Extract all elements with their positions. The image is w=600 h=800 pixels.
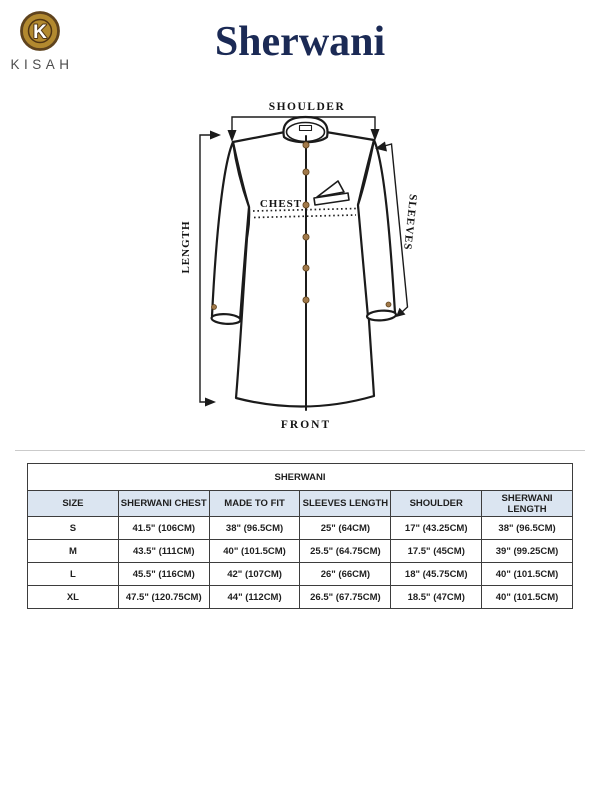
logo-letter: K	[33, 22, 47, 43]
chest-value: 47.5" (120.75CM)	[118, 586, 209, 609]
divider-line	[15, 450, 585, 451]
sleeves-length-value: 25.5" (64.75CM)	[300, 540, 391, 563]
shoulder-value: 18" (45.75CM)	[391, 563, 482, 586]
shoulder-value: 17.5" (45CM)	[391, 540, 482, 563]
chest-value: 41.5" (106CM)	[118, 517, 209, 540]
table-row-s	[28, 517, 573, 540]
right-cuff-button	[386, 302, 391, 307]
col-header-sherwani-length: SHERWANI LENGTH	[482, 491, 573, 517]
chest-value: 45.5" (116CM)	[118, 563, 209, 586]
made-to-fit-value: 44" (112CM)	[209, 586, 300, 609]
sherwani-length-value: 38" (96.5CM)	[482, 517, 573, 540]
sherwani-illustration	[211, 117, 396, 410]
col-header-size: SIZE	[28, 491, 119, 517]
left-cuff-button	[212, 305, 217, 310]
front-label: FRONT	[280, 419, 332, 431]
size-table	[27, 463, 573, 609]
sleeves-length-value: 25" (64CM)	[300, 517, 391, 540]
col-header-sleeves-length: SLEEVES LENGTH	[300, 491, 391, 517]
page-title: Sherwani	[214, 19, 386, 65]
size-value: L	[28, 563, 119, 586]
sleeves-length-value: 26.5" (67.75CM)	[300, 586, 391, 609]
sherwani-measurement-diagram	[160, 95, 450, 440]
made-to-fit-value: 38" (96.5CM)	[209, 517, 300, 540]
table-title: SHERWANI	[28, 464, 573, 491]
sherwani-length-value: 40" (101.5CM)	[482, 586, 573, 609]
shoulder-label: SHOULDER	[268, 101, 346, 113]
collar-label-tag	[300, 126, 312, 131]
brand-name: KISAH	[10, 57, 74, 72]
size-value: S	[28, 517, 119, 540]
chest-label: CHEST	[259, 198, 303, 210]
col-header-chest: SHERWANI CHEST	[118, 491, 209, 517]
sleeves-length-value: 26" (66CM)	[300, 563, 391, 586]
length-label: LENGTH	[180, 220, 192, 274]
sherwani-length-value: 39" (99.25CM)	[482, 540, 573, 563]
size-value: M	[28, 540, 119, 563]
made-to-fit-value: 42" (107CM)	[209, 563, 300, 586]
size-value: XL	[28, 586, 119, 609]
chest-value: 43.5" (111CM)	[118, 540, 209, 563]
sherwani-length-value: 40" (101.5CM)	[482, 563, 573, 586]
sleeves-label: SLEEVES	[401, 193, 419, 252]
table-row-m	[28, 540, 573, 563]
table-header-row	[28, 491, 573, 517]
table-title-row	[28, 464, 573, 491]
made-to-fit-value: 40" (101.5CM)	[209, 540, 300, 563]
col-header-made-to-fit: MADE TO FIT	[209, 491, 300, 517]
shoulder-value: 18.5" (47CM)	[391, 586, 482, 609]
col-header-shoulder: SHOULDER	[391, 491, 482, 517]
table-row-l	[28, 563, 573, 586]
shoulder-value: 17" (43.25CM)	[391, 517, 482, 540]
table-row-xl	[28, 586, 573, 609]
